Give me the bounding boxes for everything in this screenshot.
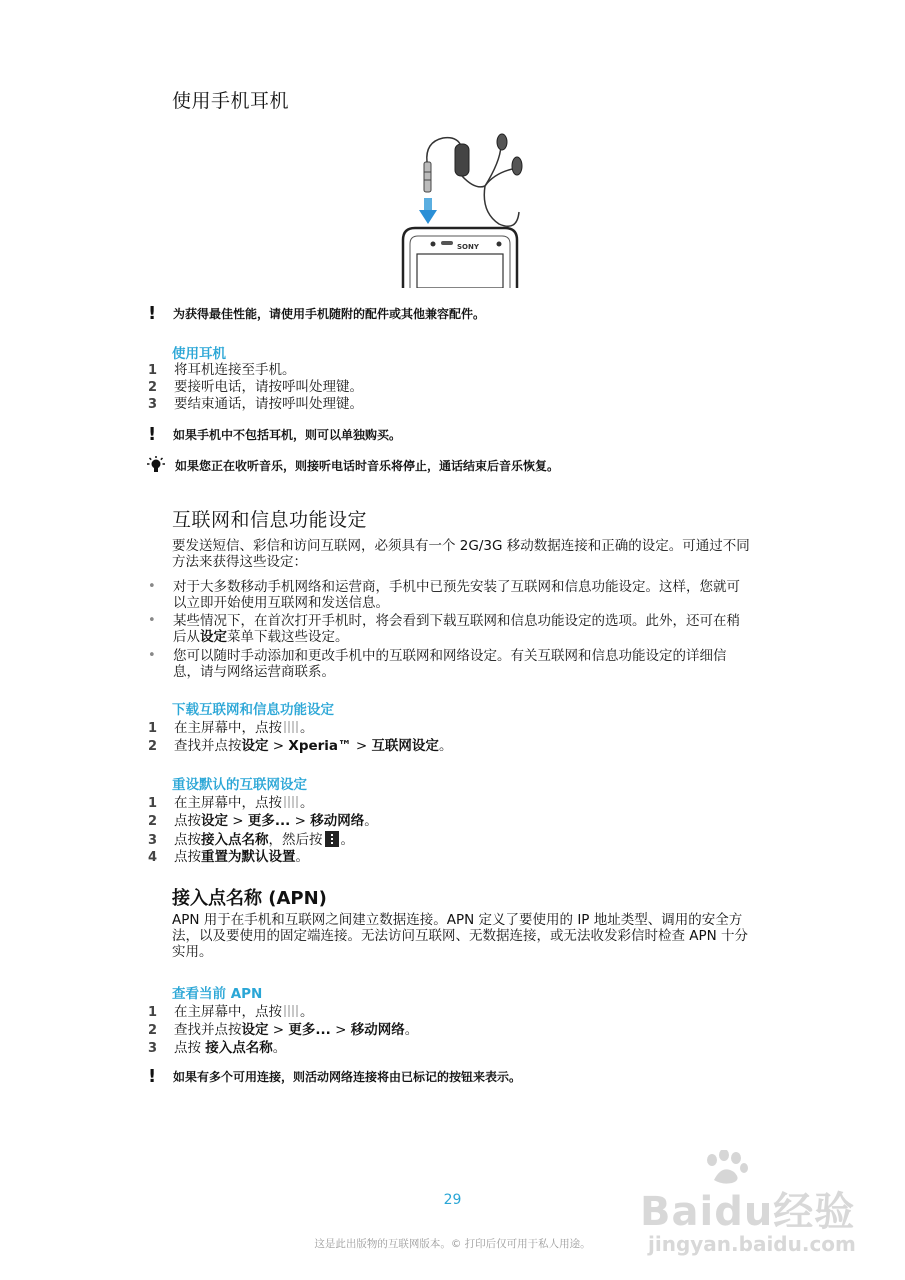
phone-brand-label: SONY	[457, 243, 479, 251]
list-item: 2 查找并点按设定 > 更多... > 移动网络。	[148, 1022, 419, 1038]
exclamation-icon: !	[148, 424, 157, 445]
tip-music-pause: 如果您正在收听音乐，则接听电话时音乐将停止，通话结束后音乐恢复。	[145, 456, 559, 474]
bullet-icon: •	[148, 613, 156, 628]
list-item: 2 查找并点按设定 > Xperia™ > 互联网设定。	[148, 738, 453, 754]
list-item: 1 将耳机连接至手机。	[148, 362, 296, 378]
note-buy-headset: ! 如果手机中不包括耳机，则可以单独购买。	[148, 424, 402, 445]
app-grid-icon	[284, 721, 298, 733]
section-title-internet-settings: 互联网和信息功能设定	[172, 509, 368, 531]
list-item: 1 在主屏幕中，点按 。	[148, 1004, 314, 1020]
section-title-apn: 接入点名称 (APN)	[172, 888, 327, 909]
intro-paragraph: 要发送短信、彩信和访问互联网，必须具有一个 2G/3G 移动数据连接和正确的设定。可通过不同方法来获得这些设定：	[172, 538, 750, 570]
subsection-title-reset-settings: 重设默认的互联网设定	[172, 777, 307, 793]
subsection-title-use-headset: 使用耳机	[172, 346, 226, 362]
lightbulb-icon	[145, 456, 167, 474]
list-item: 4 点按重置为默认设置。	[148, 849, 309, 865]
note-compatible-accessories: ! 为获得最佳性能，请使用手机随附的配件或其他兼容配件。	[148, 303, 486, 324]
list-item: 1 在主屏幕中，点按 。	[148, 795, 314, 811]
list-item: 3 要结束通话，请按呼叫处理键。	[148, 396, 363, 412]
subsection-title-view-apn: 查看当前 APN	[172, 986, 263, 1002]
list-item: 2 点按设定 > 更多... > 移动网络。	[148, 813, 378, 829]
paw-icon	[702, 1150, 748, 1184]
list-item: • 某些情况下，在首次打开手机时，将会看到下载互联网和信息功能设定的选项。此外，还可在稍后从设定菜单下载这些设定。	[148, 613, 740, 645]
list-item: • 对于大多数移动手机网络和运营商，手机中已预先安装了互联网和信息功能设定。这样，您就可以立即开始使用互联网和发送信息。	[148, 579, 740, 611]
list-item: 2 要接听电话，请按呼叫处理键。	[148, 379, 363, 395]
baidu-watermark: Baidu经验 jingyan.baidu.com	[640, 1150, 880, 1260]
app-grid-icon	[284, 796, 298, 808]
bullet-icon: •	[148, 648, 156, 663]
exclamation-icon: !	[148, 303, 157, 324]
bullet-icon: •	[148, 579, 156, 594]
list-item: • 您可以随时手动添加和更改手机中的互联网和网络设定。有关互联网和信息功能设定的详细信息，请与网络运营商联系。	[148, 648, 727, 680]
subsection-title-download-settings: 下载互联网和信息功能设定	[172, 702, 334, 718]
exclamation-icon: !	[148, 1066, 157, 1087]
list-item: 3 点按接入点名称，然后按 。	[148, 832, 354, 848]
list-item: 3 点按 接入点名称。	[148, 1040, 287, 1056]
list-item: 1 在主屏幕中，点按 。	[148, 720, 314, 736]
app-grid-icon	[284, 1005, 298, 1017]
headset-illustration	[395, 132, 525, 288]
apn-intro-paragraph: APN 用于在手机和互联网之间建立数据连接。APN 定义了要使用的 IP 地址类型、调用的安全方法，以及要使用的固定端连接。无法访问互联网、无数据连接，或无法收发彩信时检查 APN 十分实用。	[172, 912, 749, 960]
note-multiple-connections: ! 如果有多个可用连接，则活动网络连接将由已标记的按钮来表示。	[148, 1066, 522, 1087]
section-title-headset: 使用手机耳机	[172, 90, 290, 112]
footer-disclaimer: 这是此出版物的互联网版本。© 打印后仅可用于私人用途。	[314, 1238, 591, 1250]
menu-key-icon	[325, 831, 339, 847]
page-number: 29	[443, 1192, 462, 1208]
